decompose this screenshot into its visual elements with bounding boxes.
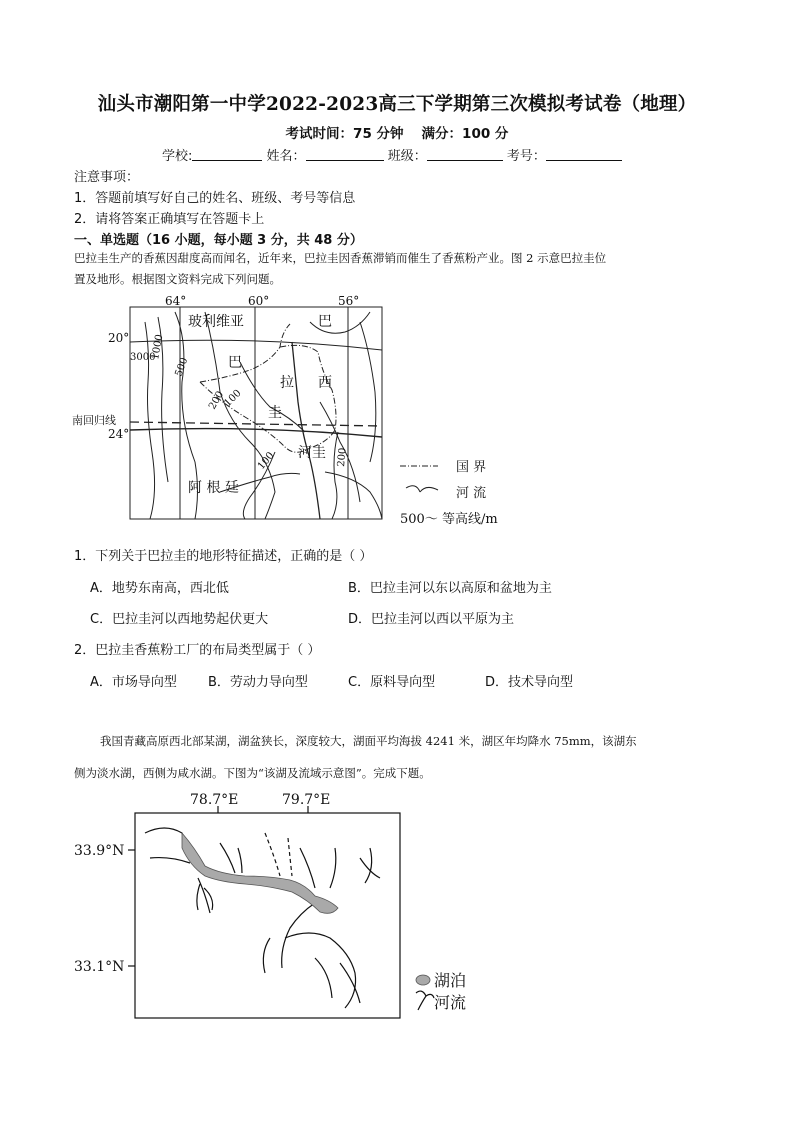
contour-value: 100 — [255, 450, 277, 472]
river — [197, 878, 213, 913]
parallel-20 — [130, 340, 382, 350]
exam-meta — [0, 122, 794, 142]
question-1-stem: 1．下列关于巴拉圭的地形特征描述，正确的是（ ） — [74, 549, 373, 564]
q1-option-a[interactable]: A．地势东南高，西北低 — [90, 581, 229, 596]
notice-heading: 注意事项： — [74, 170, 140, 185]
contour-200c — [332, 432, 338, 519]
name-label: 姓名： — [266, 149, 306, 164]
notice-item: 1．答题前填写好自己的姓名、班级、考号等信息 — [74, 191, 356, 206]
river — [315, 958, 360, 1003]
parallel-24 — [130, 429, 382, 437]
exam-no-blank — [546, 148, 622, 161]
country-label-bolivia: 玻利维亚 — [188, 314, 244, 330]
lat-label: 33.1°N — [74, 959, 125, 975]
lon-label: 64° — [165, 294, 187, 308]
country-label-paraguay: 圭 — [268, 405, 282, 421]
map-frame — [130, 307, 382, 519]
country-label-argentina: 阿 根 廷 — [188, 480, 239, 496]
legend-contour-label: 500～ 等高线/m — [400, 512, 498, 527]
passage-text: 侧为淡水湖，西侧为咸水湖。下图为“该湖及流域示意图”。完成下题。 — [74, 766, 431, 780]
legend-border-label: 国 界 — [456, 460, 487, 475]
notice-item: 2．请将答案正确填写在答题卡上 — [74, 212, 265, 227]
legend-river-label: 河流 — [434, 993, 467, 1012]
river-label: 河圭 — [298, 445, 326, 461]
passage-text: 巴拉圭生产的香蕉因甜度高而闻名，近年来，巴拉圭因香蕉滞销而催生了香蕉粉产业。图 2 示意巴拉圭位 — [74, 251, 607, 265]
lat-label: 33.9°N — [74, 843, 125, 859]
country-label-brazil: 巴 — [318, 314, 332, 330]
q2-option-a[interactable]: A．市场导向型 — [90, 675, 177, 690]
river — [150, 858, 190, 863]
country-label-paraguay: 巴 — [228, 355, 242, 371]
legend-lake-symbol — [416, 975, 430, 985]
lon-label: 79.7°E — [282, 792, 331, 808]
exam-no-label: 考号： — [506, 149, 546, 164]
school-blank — [192, 148, 262, 161]
river — [300, 848, 380, 888]
river — [263, 938, 270, 973]
class-blank — [427, 148, 503, 161]
contour-value: 500 — [173, 356, 191, 379]
river-seasonal — [265, 833, 292, 876]
river — [220, 843, 242, 873]
country-label-paraguay: 拉 — [280, 375, 294, 391]
question-2-stem: 2．巴拉圭香蕉粉工厂的布局类型属于（ ） — [74, 643, 321, 658]
river — [282, 903, 315, 968]
q1-option-b[interactable]: B．巴拉圭河以东以高原和盆地为主 — [348, 581, 552, 596]
contour-value: 3000 — [130, 352, 156, 363]
contour-value: 1000 — [150, 333, 166, 361]
exam-time: 考试时间：75 分钟 — [285, 126, 404, 142]
contour-value: 200 — [336, 447, 349, 468]
legend-river-symbol — [406, 486, 438, 492]
q2-option-d[interactable]: D．技术导向型 — [485, 675, 574, 690]
lon-label: 56° — [338, 294, 360, 308]
river-east — [360, 322, 376, 462]
lat-label: 24° — [108, 427, 130, 441]
section-heading: 一、单选题（16 小题，每小题 3 分，共 48 分） — [74, 233, 363, 248]
contour-value: 100 — [222, 387, 244, 410]
full-score: 满分：100 分 — [421, 126, 509, 142]
name-blank — [306, 148, 384, 161]
paraguay-map — [70, 292, 540, 537]
lake-basin-map — [70, 788, 490, 1028]
student-info-row — [162, 145, 622, 164]
class-label: 班级： — [387, 149, 427, 164]
lat-label: 20° — [108, 331, 130, 345]
legend-river-symbol — [416, 991, 434, 1010]
lon-label: 60° — [248, 294, 270, 308]
passage-text: 我国青藏高原西北部某湖，湖盆狭长，深度较大，湖面平均海拔 4241 米，湖区年均降水 75mm，该湖东 — [100, 734, 637, 748]
q2-option-b[interactable]: B．劳动力导向型 — [208, 675, 308, 690]
school-label: 学校: — [162, 149, 193, 164]
q1-option-d[interactable]: D．巴拉圭河以西以平原为主 — [348, 612, 515, 627]
map-frame — [135, 813, 400, 1018]
contour-value: 200 — [207, 389, 227, 412]
passage-text: 置及地形。根据图文资料完成下列问题。 — [74, 272, 281, 286]
tropic-label: 南回归线 — [72, 414, 116, 427]
contour-southeast — [325, 472, 382, 519]
lon-label: 78.7°E — [190, 792, 239, 808]
country-label-brazil: 西 — [318, 375, 332, 391]
legend-river-label: 河 流 — [456, 486, 487, 501]
legend-lake-label: 湖泊 — [434, 971, 467, 990]
lake-shape — [182, 833, 338, 913]
q1-option-c[interactable]: C．巴拉圭河以西地势起伏更大 — [90, 612, 269, 627]
page-title: 汕头市潮阳第一中学2022-2023高三下学期第三次模拟考试卷（地理） — [97, 94, 697, 115]
q2-option-c[interactable]: C．原料导向型 — [348, 675, 436, 690]
